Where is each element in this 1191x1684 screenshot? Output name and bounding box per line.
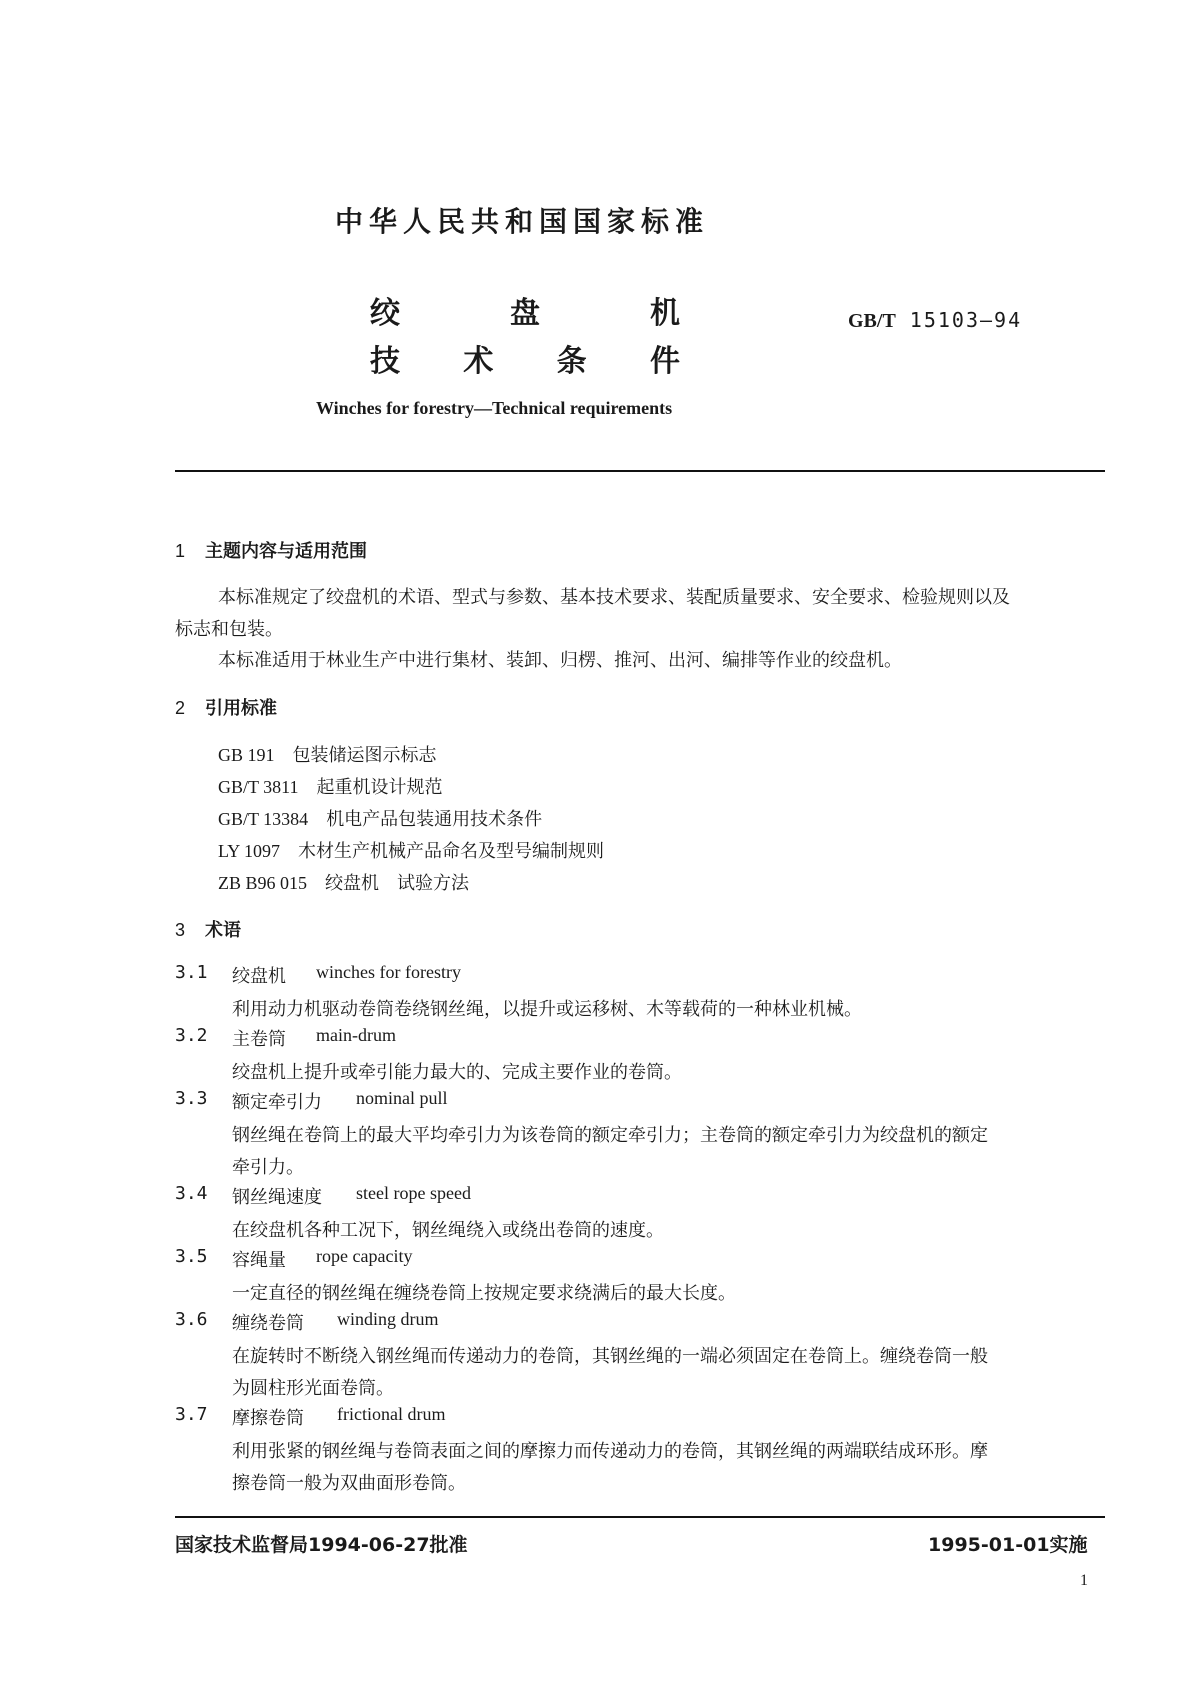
term-chinese: 绞盘机 [232, 966, 286, 987]
section-1-paragraph-1: 本标准规定了绞盘机的术语、型式与参数、基本技术要求、装配质量要求、安全要求、检验规则以及 [218, 587, 1010, 608]
term-english: rope capacity [316, 1246, 413, 1266]
term-definition-cont: 为圆柱形光面卷筒。 [232, 1378, 394, 1399]
reference-item [218, 837, 604, 863]
org-title: 中华人民共和国国家标准 [335, 205, 710, 238]
title-char: 件 [649, 344, 680, 379]
section-title: 术语 [205, 920, 241, 941]
term-entry [0, 1088, 1191, 1114]
section-number: 2 [175, 698, 186, 718]
term-number: 3.7 [175, 1404, 208, 1425]
section-1-paragraph-2: 本标准适用于林业生产中进行集材、装卸、归楞、推河、出河、编排等作业的绞盘机。 [218, 650, 902, 671]
title-char: 绞 [370, 296, 400, 331]
reference-item [218, 869, 469, 895]
reference-code: ZB B96 015 [218, 873, 308, 893]
term-number: 3.1 [175, 962, 208, 983]
section-number: 3 [175, 920, 186, 940]
term-definition: 钢丝绳在卷筒上的最大平均牵引力为该卷筒的额定牵引力；主卷筒的额定牵引力为绞盘机的额定 [232, 1125, 988, 1146]
reference-name: 绞盘机 试验方法 [325, 873, 470, 894]
reference-item [218, 741, 437, 767]
title-line-1 [370, 288, 680, 332]
term-english: nominal pull [356, 1088, 448, 1108]
title-char: 盘 [510, 296, 540, 331]
term-number: 3.5 [175, 1246, 208, 1267]
title-char: 技 [370, 344, 400, 379]
term-english: main-drum [316, 1025, 396, 1045]
title-char: 条 [556, 344, 587, 379]
term-number: 3.6 [175, 1309, 208, 1330]
section-1-paragraph-1-cont: 标志和包装。 [175, 619, 283, 640]
page-number: 1 [1080, 1572, 1088, 1589]
term-entry [0, 1183, 1191, 1209]
title-line-2 [370, 336, 680, 380]
reference-item [218, 805, 542, 831]
term-entry [0, 1246, 1191, 1272]
term-definition: 一定直径的钢丝绳在缠绕卷筒上按规定要求绕满后的最大长度。 [232, 1283, 736, 1304]
effective-date: 1995-01-01实施 [928, 1534, 1088, 1556]
term-number: 3.4 [175, 1183, 208, 1204]
section-number: 1 [175, 541, 186, 561]
section-2-heading [175, 694, 277, 720]
reference-code: GB/T 3811 [218, 777, 299, 797]
term-definition-cont: 擦卷筒一般为双曲面形卷筒。 [232, 1473, 466, 1494]
term-chinese: 钢丝绳速度 [232, 1187, 322, 1208]
term-english: winches for forestry [316, 962, 461, 982]
standard-number: 15103—94 [909, 308, 1023, 332]
term-number: 3.2 [175, 1025, 208, 1046]
reference-code: LY 1097 [218, 841, 281, 861]
term-definition: 利用张紧的钢丝绳与卷筒表面之间的摩擦力而传递动力的卷筒，其钢丝绳的两端联结成环形。摩 [232, 1441, 988, 1462]
approval-date: 国家技术监督局1994-06-27批准 [175, 1534, 468, 1556]
term-english: winding drum [337, 1309, 439, 1329]
standard-prefix: GB/T [848, 310, 896, 332]
term-number: 3.3 [175, 1088, 208, 1109]
reference-name: 机电产品包装通用技术条件 [326, 809, 543, 830]
footer-divider [175, 1516, 1105, 1518]
section-3-heading [175, 916, 241, 942]
section-title: 引用标准 [205, 698, 277, 719]
term-chinese: 额定牵引力 [232, 1092, 322, 1113]
term-entry [0, 1404, 1191, 1430]
section-title: 主题内容与适用范围 [205, 541, 367, 562]
term-definition: 利用动力机驱动卷筒卷绕钢丝绳，以提升或运移树、木等载荷的一种林业机械。 [232, 999, 862, 1020]
term-english: steel rope speed [356, 1183, 471, 1203]
reference-code: GB/T 13384 [218, 809, 309, 829]
reference-name: 木材生产机械产品命名及型号编制规则 [298, 841, 605, 862]
term-definition: 在旋转时不断绕入钢丝绳而传递动力的卷筒，其钢丝绳的一端必须固定在卷筒上。缠绕卷筒一般 [232, 1346, 988, 1367]
reference-item [218, 773, 443, 799]
title-char: 术 [463, 344, 494, 379]
header-divider [175, 470, 1105, 472]
standard-code [848, 308, 1022, 333]
term-entry [0, 1309, 1191, 1335]
section-1-heading [175, 537, 367, 563]
term-chinese: 摩擦卷筒 [232, 1408, 304, 1429]
term-definition-cont: 牵引力。 [232, 1157, 304, 1178]
reference-code: GB 191 [218, 745, 275, 765]
term-english: frictional drum [337, 1404, 446, 1424]
term-definition: 在绞盘机各种工况下，钢丝绳绕入或绕出卷筒的速度。 [232, 1220, 664, 1241]
term-chinese: 容绳量 [232, 1250, 286, 1271]
term-entry [0, 1025, 1191, 1051]
term-chinese: 主卷筒 [232, 1029, 286, 1050]
english-title: Winches for forestry—Technical requirements [316, 398, 673, 418]
reference-name: 包装储运图示标志 [292, 745, 437, 766]
term-definition: 绞盘机上提升或牵引能力最大的、完成主要作业的卷筒。 [232, 1062, 682, 1083]
reference-name: 起重机设计规范 [316, 777, 443, 798]
title-char: 机 [650, 296, 680, 331]
term-chinese: 缠绕卷筒 [232, 1313, 304, 1334]
term-entry [0, 962, 1191, 988]
